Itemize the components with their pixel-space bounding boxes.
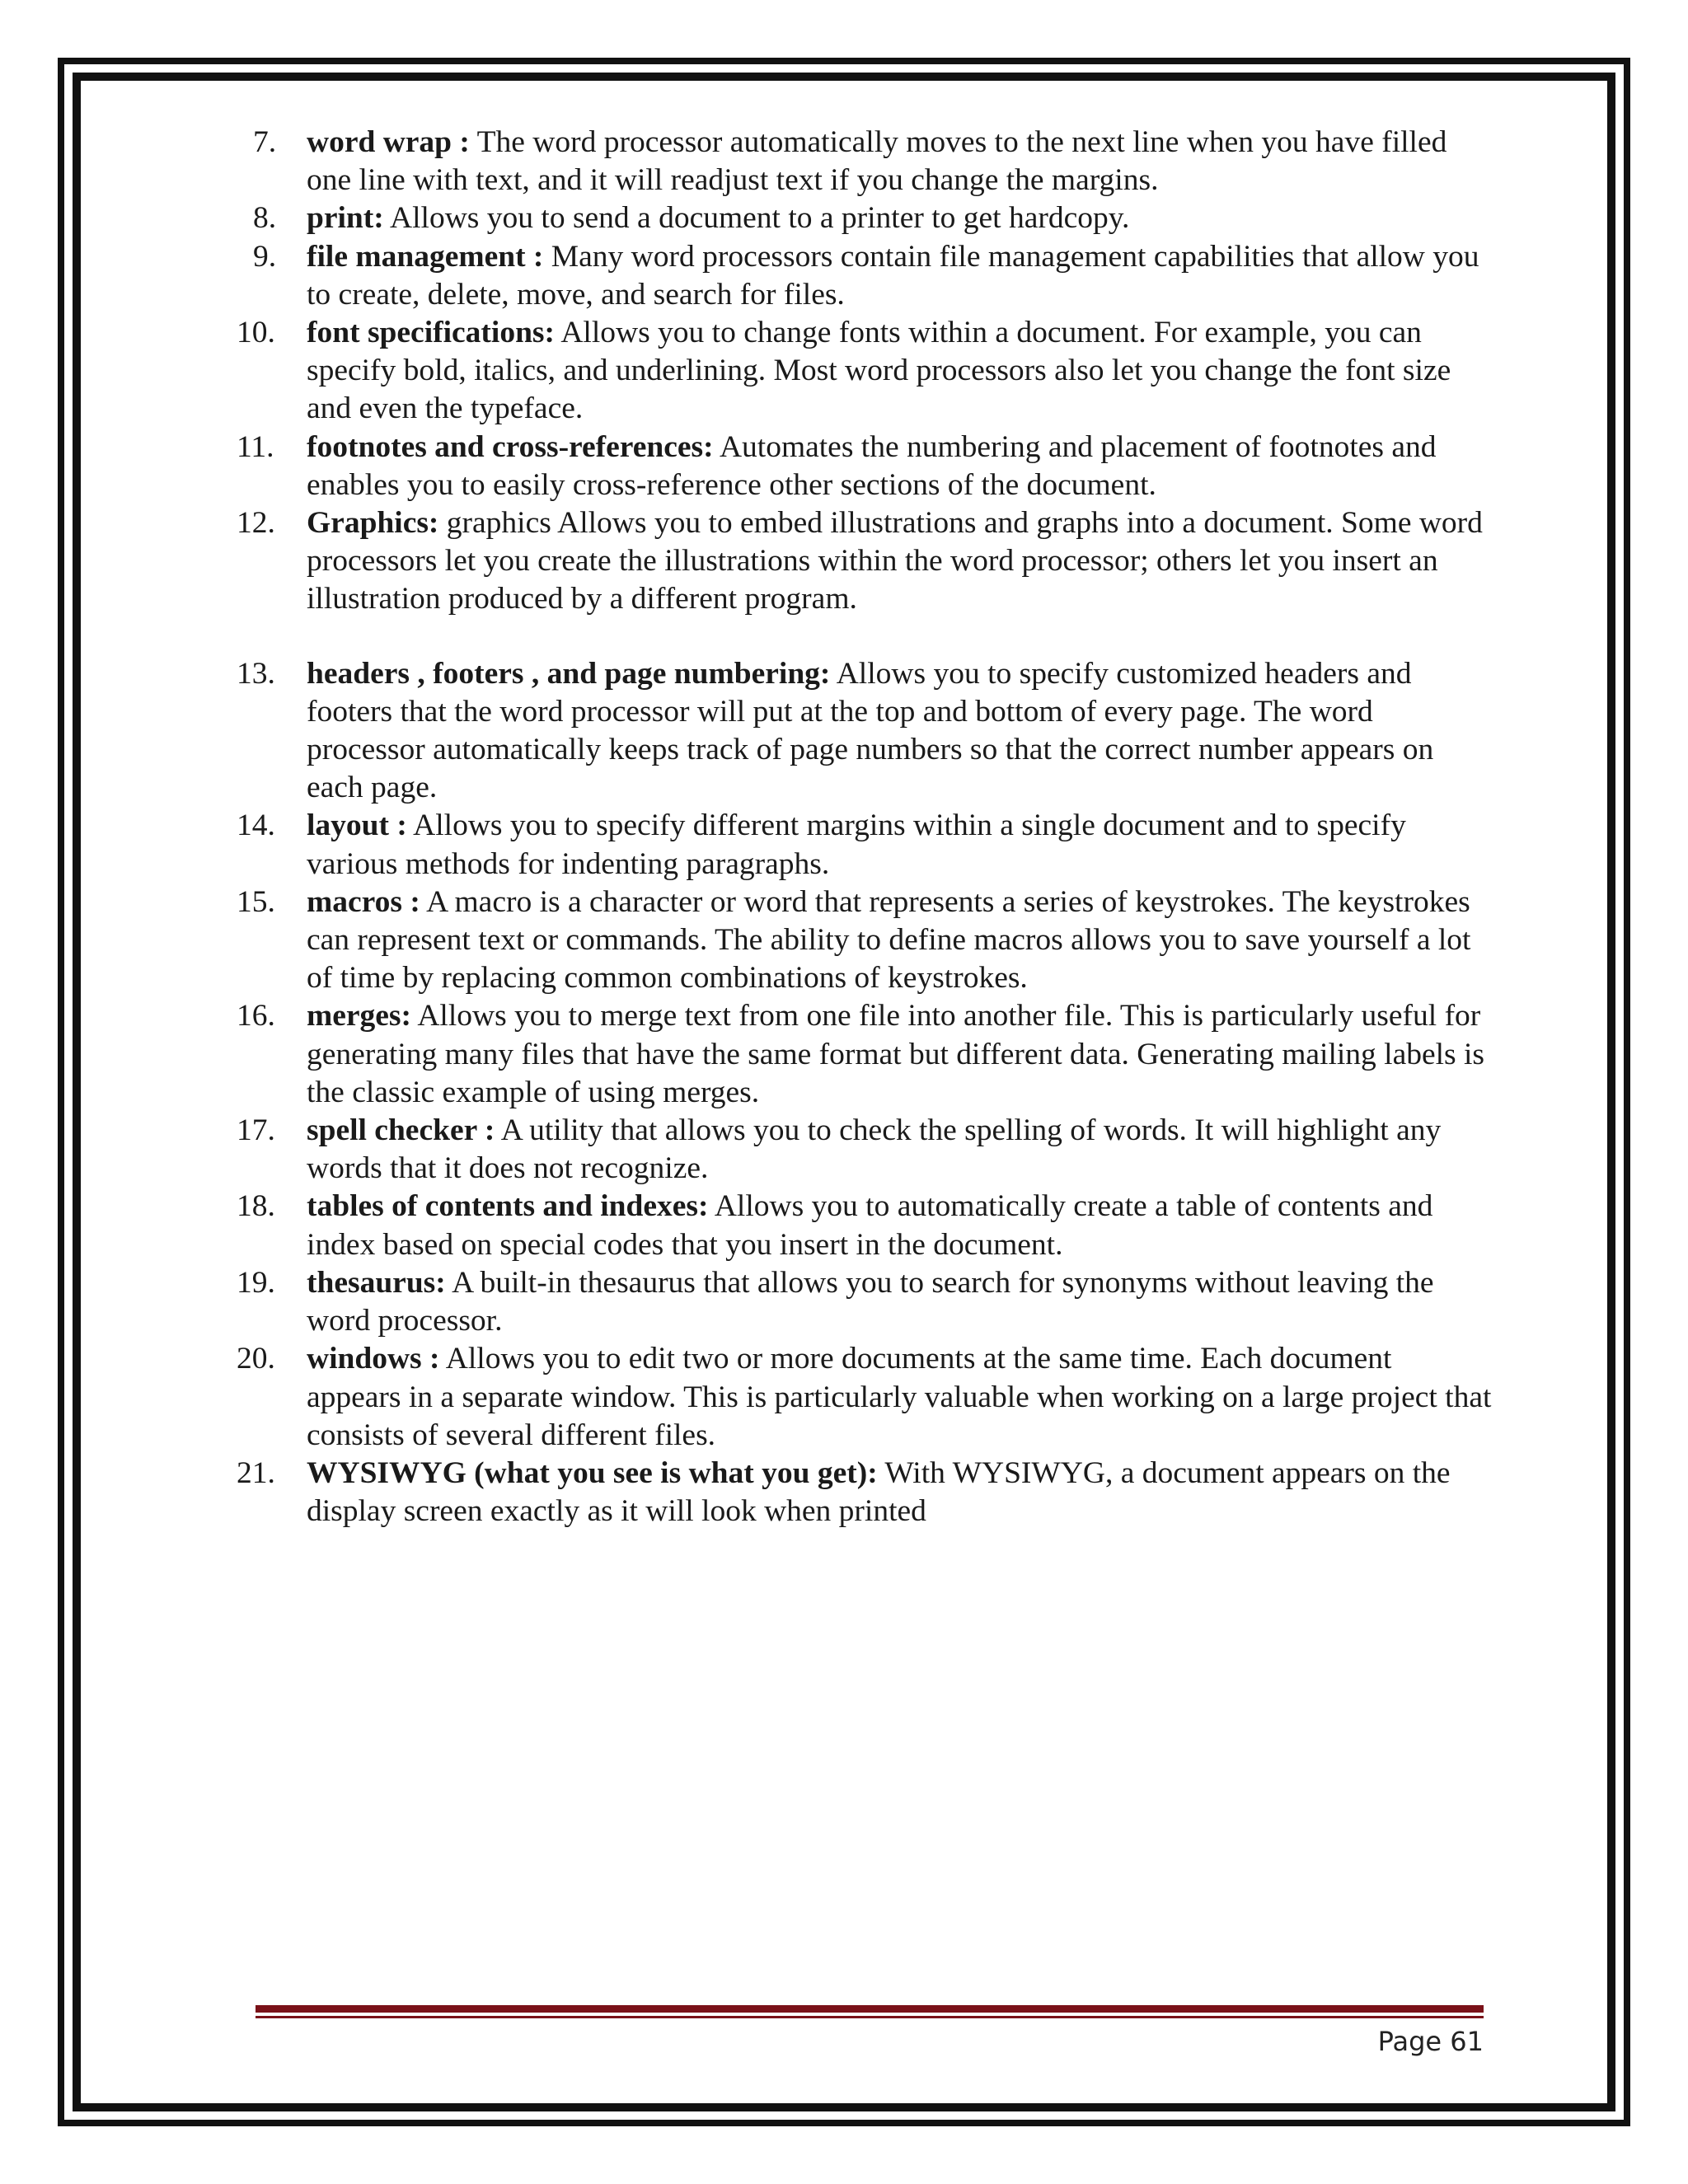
- item-term: word wrap :: [307, 125, 470, 159]
- item-term: windows :: [307, 1342, 440, 1376]
- item-number: 12.: [237, 506, 275, 541]
- item-term: layout :: [307, 808, 407, 843]
- item-text: A built-in thesaurus that allows you to search for synonyms without leaving the word processor.: [307, 1265, 1434, 1338]
- list-item: [237, 997, 1492, 1112]
- list-item: [237, 504, 1492, 619]
- item-term: WYSIWYG (what you see is what you get):: [307, 1455, 878, 1490]
- list-item: [253, 199, 1492, 237]
- item-number: 14.: [237, 808, 275, 843]
- item-text: A utility that allows you to check the spelling of words. It will highlight any words that it does not recognize.: [307, 1113, 1442, 1186]
- item-text: A macro is a character or word that represents a series of keystrokes. The keystrokes can represent text or commands. The ability to define macros allows you to save yourself a lot of time by replacing common combinations of keystrokes.: [307, 884, 1471, 996]
- document-body: [237, 124, 1492, 1530]
- item-text: With WYSIWYG, a document appears on the display screen exactly as it will look when printed: [307, 1455, 1451, 1529]
- item-number: 17.: [237, 1113, 275, 1148]
- list-item: [237, 655, 1492, 808]
- item-term: spell checker :: [307, 1113, 495, 1148]
- item-term: tables of contents and indexes:: [307, 1189, 709, 1224]
- item-text: graphics Allows you to embed illustrations and graphs into a document. Some word processors let you create the illustrations within the word processor; others let you insert an illustration produced by a different program.: [307, 506, 1483, 616]
- item-text: Allows you to edit two or more documents at the same time. Each document appears in a separate window. This is particularly valuable when working on a large project that consists of several different files.: [307, 1342, 1492, 1452]
- page-number: Page 61: [1377, 2026, 1484, 2057]
- item-number: 18.: [237, 1189, 275, 1224]
- item-text: Allows you to change fonts within a document. For example, you can specify bold, italics, and underlining. Most word processors also let you change the font size and even the typeface.: [307, 316, 1451, 426]
- list-item: [237, 429, 1492, 504]
- item-text: Allows you to automatically create a table of contents and index based on special codes that you insert in the document.: [307, 1189, 1433, 1262]
- item-number: 20.: [237, 1342, 275, 1376]
- list-item: [237, 1340, 1492, 1455]
- item-number: 15.: [237, 884, 275, 919]
- item-term: macros :: [307, 884, 420, 919]
- item-number: 13.: [237, 656, 275, 691]
- item-number: 7.: [253, 125, 277, 159]
- item-text: The word processor automatically moves to the next line when you have filled one line with text, and it will readjust text if you change the margins.: [307, 125, 1447, 198]
- item-term: font specifications:: [307, 316, 556, 350]
- item-term: thesaurus:: [307, 1265, 446, 1300]
- item-number: 11.: [237, 429, 274, 464]
- item-text: Allows you to specify different margins within a single document and to specify various methods for indenting paragraphs.: [307, 808, 1406, 881]
- list-item: [237, 1112, 1492, 1188]
- item-number: 9.: [253, 239, 277, 274]
- item-text: Allows you to send a document to a printer to get hardcopy.: [383, 201, 1130, 236]
- item-number: 19.: [237, 1265, 275, 1300]
- footer-rule: [256, 2005, 1484, 2013]
- item-term: Graphics:: [307, 506, 439, 541]
- footer-rule-thin: [256, 2016, 1484, 2018]
- item-text: Automates the numbering and placement of footnotes and enables you to easily cross-reference other sections of the document.: [307, 429, 1437, 502]
- item-term: file management :: [307, 239, 544, 274]
- list-item: [253, 238, 1492, 314]
- item-number: 8.: [253, 201, 277, 236]
- item-text: Allows you to merge text from one file into another file. This is particularly useful for generating many files that have the same format but different data. Generating mailing labels is the classic example of using merges.: [307, 999, 1485, 1109]
- item-term: merges:: [307, 999, 412, 1033]
- list-item: [237, 1264, 1492, 1340]
- item-text: Many word processors contain file management capabilities that allow you to create, delete, move, and search for files.: [307, 239, 1479, 312]
- list-item: [237, 1188, 1492, 1263]
- feature-list: [237, 124, 1492, 1530]
- item-term: print:: [307, 201, 384, 236]
- list-item: [237, 314, 1492, 429]
- item-text: Allows you to specify customized headers and footers that the word processor will put at the top and bottom of every page. The word processor automatically keeps track of page numbers so that the correct number appears on each page.: [307, 656, 1434, 805]
- list-item: [237, 883, 1492, 998]
- item-term: headers , footers , and page numbering:: [307, 656, 831, 691]
- list-item: [237, 1455, 1492, 1530]
- item-number: 16.: [237, 999, 275, 1033]
- item-number: 10.: [237, 316, 275, 350]
- item-number: 21.: [237, 1455, 275, 1490]
- item-term: footnotes and cross-references:: [307, 429, 714, 464]
- list-item: [253, 124, 1492, 199]
- list-item: [237, 807, 1492, 883]
